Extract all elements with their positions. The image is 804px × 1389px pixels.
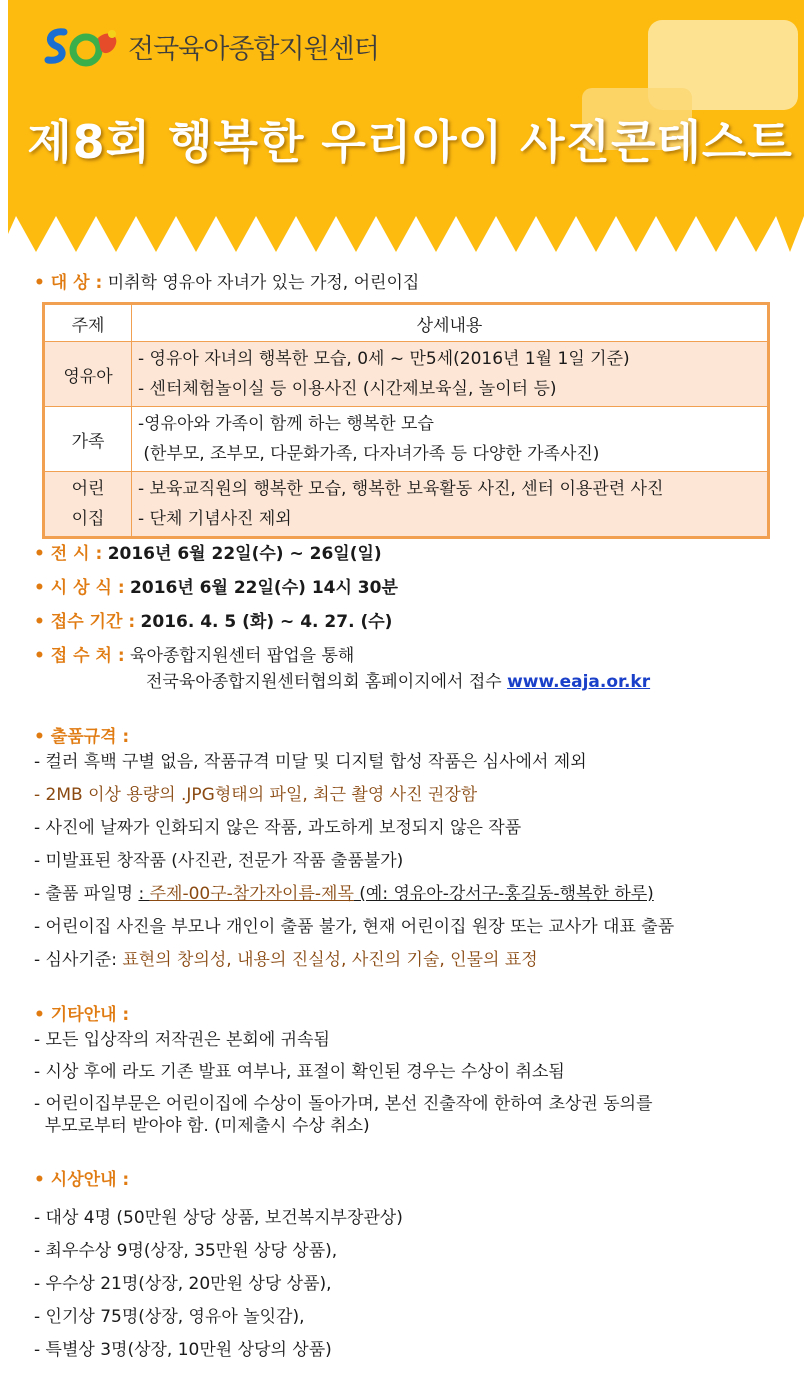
ceremony-line: • 시 상 식 : 2016년 6월 22일(수) 14시 30분 <box>34 578 398 598</box>
target-text: 미취학 영유아 자녀가 있는 가정, 어린이집 <box>107 273 420 293</box>
reception-line: • 접 수 처 : 육아종합지원센터 팝업을 통해 <box>34 646 355 666</box>
table-row <box>44 342 769 407</box>
award-item: - 인기상 75명(상장, 영유아 놀잇감), <box>34 1307 305 1327</box>
criteria-label: - 심사기준: <box>34 950 123 970</box>
table-topic: 영유아 <box>44 342 132 407</box>
list-item: - 컬러 흑백 구별 없음, 작품규격 미달 및 디지털 합성 작품은 심사에서 제외 <box>34 752 587 772</box>
table-detail-line: - 영유아 자녀의 행복한 모습, 0세 ~ 만5세(2016년 1월 1일 기준) <box>138 349 630 369</box>
reception-line2-row <box>146 667 650 692</box>
org-logo <box>42 24 379 68</box>
table-row <box>44 407 769 472</box>
award-item: - 우수상 21명(상장, 20만원 상당 상품), <box>34 1274 332 1294</box>
table-row <box>44 472 769 538</box>
list-item: - 모든 입상작의 저작권은 본회에 귀속됨 <box>34 1030 330 1050</box>
filename-example: (예: 영유아-강서구-홍길동-행복한 하루) <box>353 884 654 904</box>
table-detail-line: -영유아와 가족이 함께 하는 행복한 모습 <box>138 414 434 434</box>
target-label: 대 상 : <box>50 273 103 293</box>
spec-heading-line: • 출품규격 : <box>34 727 130 747</box>
filename-label: - 출품 파일명 <box>34 884 139 904</box>
award-item: - 특별상 3명(상장, 10만원 상당의 상품) <box>34 1340 332 1360</box>
zigzag-border <box>8 216 804 256</box>
reception-label: 접 수 처 : <box>50 646 125 666</box>
ceremony-label: 시 상 식 : <box>50 578 125 598</box>
spec-heading: 출품규격 : <box>50 727 130 747</box>
table-detail-line: (한부모, 조부모, 다문화가족, 다자녀가족 등 다양한 가족사진) <box>138 444 600 464</box>
period-line: • 접수 기간 : 2016. 4. 5 (화) ~ 4. 27. (수) <box>34 612 393 632</box>
awards-heading: 시상안내 : <box>50 1170 130 1190</box>
etc-heading: 기타안내 : <box>50 1005 130 1025</box>
list-item: - 2MB 이상 용량의 .JPG형태의 파일, 최근 촬영 사진 권장함 <box>34 785 478 805</box>
target-line: • 대 상 : 미취학 영유아 자녀가 있는 가정, 어린이집 <box>34 273 420 293</box>
period-label: 접수 기간 : <box>50 612 136 632</box>
ceremony-text: 2016년 6월 22일(수) 14시 30분 <box>130 578 398 598</box>
logo-icon <box>42 24 124 68</box>
table-header-detail: 상세내용 <box>132 304 769 342</box>
list-item: - 어린이집 사진을 부모나 개인이 출품 불가, 현재 어린이집 원장 또는 교사가 대표 출품 <box>34 917 675 937</box>
page-title: 제8회 행복한 우리아이 사진콘테스트 <box>27 115 793 169</box>
table-topic: 어린 <box>71 479 105 499</box>
reception-line1: 육아종합지원센터 팝업을 통해 <box>130 646 355 666</box>
criteria-text: 표현의 창의성, 내용의 진실성, 사진의 기술, 인물의 표정 <box>122 950 538 970</box>
table-topic: 가족 <box>44 407 132 472</box>
criteria-line <box>34 945 538 970</box>
table-topic: 이집 <box>71 509 105 529</box>
list-item: - 사진에 날짜가 인화되지 않은 작품, 과도하게 보정되지 않은 작품 <box>34 818 522 838</box>
list-item: - 시상 후에 라도 기존 발표 여부나, 표절이 확인된 경우는 수상이 취소됨 <box>34 1062 565 1082</box>
table-detail-line: - 보육교직원의 행복한 모습, 행복한 보육활동 사진, 센터 이용관련 사진 <box>138 479 664 499</box>
list-item: - 미발표된 창작품 (사진관, 전문가 작품 출품불가) <box>34 851 404 871</box>
etc-heading-line: • 기타안내 : <box>34 1005 130 1025</box>
table-detail-line: - 단체 기념사진 제외 <box>138 509 292 529</box>
list-item: - 어린이집부문은 어린이집에 수상이 돌아가며, 본선 진출작에 한하여 초상권 동의를 <box>34 1094 653 1114</box>
website-link[interactable]: www.eaja.or.kr <box>507 672 651 692</box>
filename-line: - 출품 파일명 : 주제-00구-참가자이름-제목 (예: 영유아-강서구-홍길동-행복한 하루) <box>34 884 654 904</box>
period-text: 2016. 4. 5 (화) ~ 4. 27. (수) <box>140 612 393 632</box>
exhibit-label: 전 시 : <box>50 544 103 564</box>
reception-line2: 전국육아종합지원센터협의회 홈페이지에서 접수 <box>146 672 502 692</box>
filename-format: 주제-00구-참가자이름-제목 <box>149 884 354 904</box>
table-detail-line: - 센터체험놀이실 등 이용사진 (시간제보육실, 놀이터 등) <box>138 379 557 399</box>
award-item: - 최우수상 9명(상장, 35만원 상당 상품), <box>34 1241 338 1261</box>
org-name: 전국육아종합지원센터 <box>128 33 379 65</box>
table-header-topic: 주제 <box>44 304 132 342</box>
exhibit-line: • 전 시 : 2016년 6월 22일(수) ~ 26일(일) <box>34 544 382 564</box>
header-banner <box>8 0 804 216</box>
list-item: 부모로부터 받아야 함. (미제출시 수상 취소) <box>34 1116 370 1136</box>
exhibit-text: 2016년 6월 22일(수) ~ 26일(일) <box>107 544 382 564</box>
awards-heading-line: • 시상안내 : <box>34 1170 130 1190</box>
award-item: - 대상 4명 (50만원 상당 상품, 보건복지부장관상) <box>34 1208 403 1228</box>
category-table <box>42 302 770 539</box>
